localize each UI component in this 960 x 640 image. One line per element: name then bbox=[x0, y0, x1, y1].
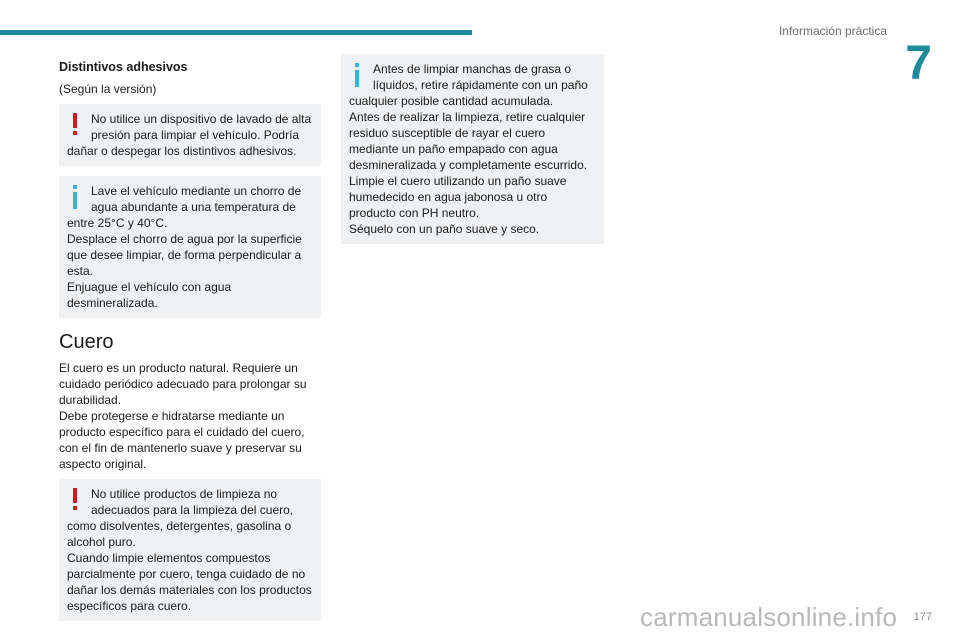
info-icon bbox=[69, 185, 81, 209]
box-line: cualquier posible cantidad acumulada. bbox=[349, 94, 554, 108]
box-line: líquidos, retire rápidamente con un paño bbox=[373, 78, 588, 92]
left-column bbox=[59, 59, 321, 631]
box-line: Enjuague el vehículo con agua bbox=[67, 280, 232, 294]
info-box-leather-cleaning bbox=[341, 54, 604, 244]
box-line: agua abundante a una temperatura de bbox=[91, 200, 296, 214]
page-number: 177 bbox=[913, 611, 932, 623]
info-icon bbox=[351, 63, 363, 87]
box-line: dañar los demás materiales con los productos bbox=[67, 583, 312, 597]
version-note: (Según la versión) bbox=[59, 82, 157, 96]
box-line: humedecido en agua jabonosa u otro bbox=[349, 190, 548, 204]
box-line: dañar o despegar los distintivos adhesivos. bbox=[67, 144, 297, 158]
box-line: desmineralizada. bbox=[67, 296, 158, 310]
box-line: Limpie el cuero utilizando un paño suave bbox=[349, 174, 567, 188]
paragraph-line: aspecto original. bbox=[59, 457, 147, 471]
paragraph-line: con el fin de mantenerlo suave y preservar su bbox=[59, 441, 302, 455]
warning-icon bbox=[69, 488, 81, 512]
box-line: Lave el vehículo mediante un chorro de bbox=[91, 184, 302, 198]
paragraph-line: cuidado periódico adecuado para prolongar su bbox=[59, 377, 307, 391]
box-line: esta. bbox=[67, 264, 94, 278]
box-line: Cuando limpie elementos compuestos bbox=[67, 551, 271, 565]
box-line: mediante un paño empapado con agua bbox=[349, 142, 558, 156]
box-line: específicos para cuero. bbox=[67, 599, 192, 613]
leather-paragraph bbox=[59, 360, 321, 472]
info-box-wash-temperature bbox=[59, 176, 321, 318]
section-title: Información práctica bbox=[778, 24, 887, 38]
box-line: entre 25°C y 40°C. bbox=[67, 216, 168, 230]
paragraph-line: producto específico para el cuidado del cuero, bbox=[59, 425, 305, 439]
box-line: producto con PH neutro. bbox=[349, 206, 480, 220]
box-line: parcialmente por cuero, tenga cuidado de no bbox=[67, 567, 306, 581]
leather-heading: Cuero bbox=[59, 331, 114, 353]
box-line: presión para limpiar el vehículo. Podría bbox=[91, 128, 300, 142]
right-column bbox=[341, 54, 604, 254]
box-line: Desplace el chorro de agua por la superficie bbox=[67, 232, 302, 246]
warning-icon bbox=[69, 113, 81, 137]
box-line: desmineralizada y completamente escurrido. bbox=[349, 158, 588, 172]
box-line: Séquelo con un paño suave y seco. bbox=[349, 222, 540, 236]
header-accent-bar bbox=[0, 30, 472, 35]
watermark: carmanualsonline.info bbox=[640, 602, 898, 632]
paragraph-line: El cuero es un producto natural. Requiere un bbox=[59, 361, 298, 375]
chapter-number: 7 bbox=[905, 37, 932, 90]
box-line: No utilice un dispositivo de lavado de alta bbox=[91, 112, 312, 126]
box-line: Antes de limpiar manchas de grasa o bbox=[373, 62, 572, 76]
paragraph-line: Debe protegerse e hidratarse mediante un bbox=[59, 409, 285, 423]
box-line: Antes de realizar la limpieza, retire cualquier bbox=[349, 110, 586, 124]
box-line: como disolventes, detergentes, gasolina o bbox=[67, 519, 292, 533]
box-line: No utilice productos de limpieza no bbox=[91, 487, 278, 501]
box-line: alcohol puro. bbox=[67, 535, 136, 549]
box-line: adecuados para la limpieza del cuero, bbox=[91, 503, 294, 517]
warning-box-leather-products bbox=[59, 479, 321, 621]
box-line: que desee limpiar, de forma perpendicular a bbox=[67, 248, 302, 262]
box-line: residuo susceptible de rayar el cuero bbox=[349, 126, 546, 140]
paragraph-line: durabilidad. bbox=[59, 393, 122, 407]
warning-box-pressure-wash bbox=[59, 104, 321, 166]
stickers-heading: Distintivos adhesivos bbox=[59, 60, 188, 74]
